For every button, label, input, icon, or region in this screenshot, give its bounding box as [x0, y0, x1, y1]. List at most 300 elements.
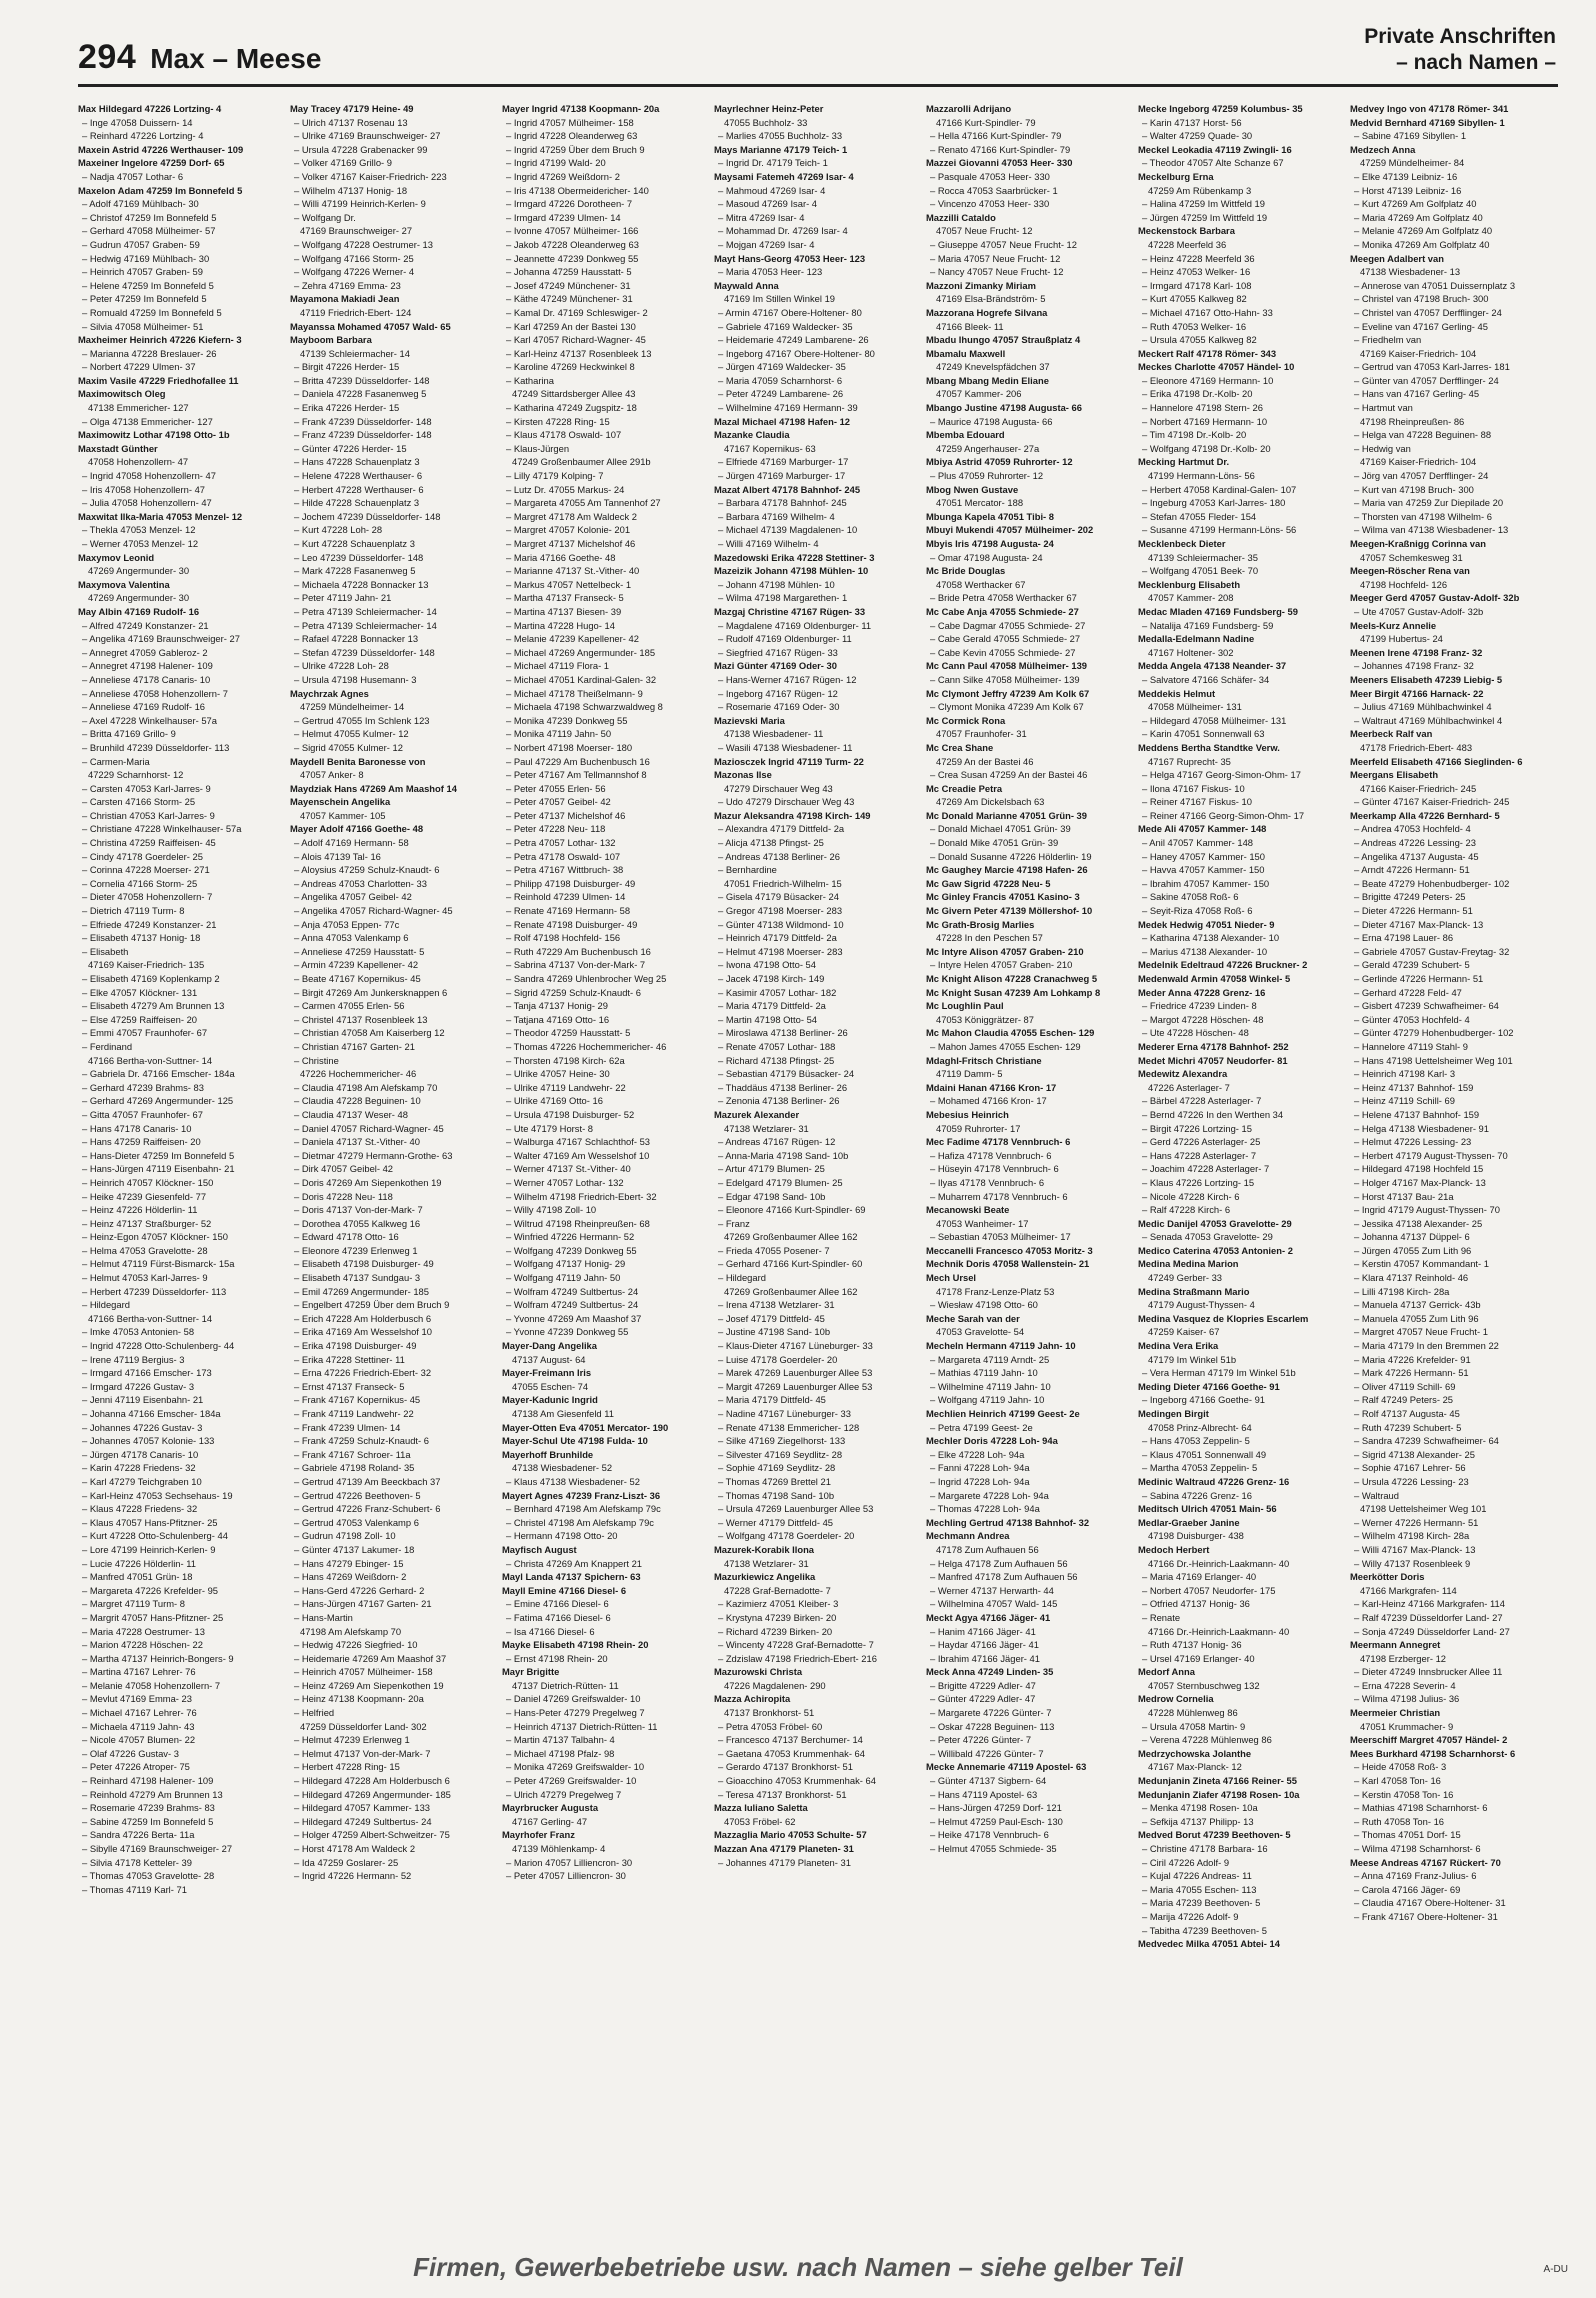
directory-entry: – Hildegard 47269 Angermunder- 185	[294, 1788, 451, 1800]
directory-entry: – Hafiza 47178 Vennbruch- 6	[930, 1149, 1052, 1161]
directory-entry: Maximowitz Lothar 47198 Otto- 1b	[78, 429, 230, 441]
directory-entry: – Ulrike 47228 Loh- 28	[294, 660, 389, 672]
directory-entry: – Johannes 47226 Gustav- 3	[82, 1421, 203, 1433]
directory-entry: – Heidemarie 47249 Lambarene- 26	[718, 334, 869, 346]
directory-entry: Maxelon Adam 47259 Im Bonnefeld 5	[78, 184, 243, 196]
directory-entry: – Peter 47226 Günter- 7	[930, 1734, 1032, 1746]
directory-entry: – Eleonore 47166 Kurt-Spindler- 69	[718, 1204, 866, 1216]
section-title-line2: – nach Namen –	[1396, 51, 1556, 74]
directory-entry: – Fatima 47166 Diesel- 6	[506, 1611, 611, 1623]
directory-entry: – Wiltrud 47198 Rheinpreußen- 68	[506, 1217, 650, 1229]
directory-entry: – Walter 47259 Quade- 30	[1142, 130, 1253, 142]
directory-entry: – Wincenty 47228 Graf-Bernadotte- 7	[718, 1639, 874, 1651]
directory-entry: – Donald Susanne 47226 Hölderlin- 19	[930, 850, 1092, 862]
directory-entry: – Thaddäus 47138 Berliner- 26	[718, 1081, 848, 1093]
directory-entry: Mc Gaw Sigrid 47228 Neu- 5	[926, 877, 1051, 889]
directory-entry: – Erika 47169 Am Wesselshof 10	[294, 1326, 432, 1338]
directory-entry: – Friedhelm van	[1354, 334, 1422, 346]
directory-entry: – Gaetana 47053 Krummenhak- 64	[718, 1747, 865, 1759]
directory-entry: – Helfried	[294, 1707, 335, 1719]
directory-entry: – Heinz 47053 Welker- 16	[1142, 266, 1251, 278]
directory-entry: – Heidemarie 47269 Am Maashof 37	[294, 1652, 447, 1664]
directory-entry: Maxymov Leonid	[78, 551, 155, 563]
directory-entry: Medzech Anna	[1350, 143, 1416, 155]
directory-entry: – Gerhard 47058 Mülheimer- 57	[82, 225, 216, 237]
directory-entry: – Ruth 47239 Schubert- 5	[1354, 1421, 1462, 1433]
directory-entry: Mayer-Kadunic Ingrid	[502, 1394, 598, 1406]
directory-entry: Maxeiner Ingelore 47259 Dorf- 65	[78, 157, 225, 169]
directory-entry: Mecanowski Beate	[926, 1204, 1010, 1216]
directory-entry: – Britta 47169 Grillo- 9	[82, 728, 176, 740]
directory-entry: – Crea Susan 47259 An der Bastei 46	[930, 769, 1088, 781]
directory-entry: 47057 Kammer- 206	[936, 388, 1022, 400]
directory-entry: – Julia 47058 Hohenzollern- 47	[82, 497, 212, 509]
directory-entry: Maychrzak Agnes	[290, 687, 369, 699]
directory-entry: – Gabriele 47169 Waldecker- 35	[718, 320, 853, 332]
directory-entry: – Frank 47167 Obere-Holtener- 31	[1354, 1910, 1498, 1922]
directory-entry: Medalla-Edelmann Nadine	[1138, 633, 1255, 645]
directory-entry: Meermann Annegret	[1350, 1639, 1441, 1651]
directory-entry: 47138 Wetzlarer- 31	[724, 1122, 809, 1134]
directory-entry: – Masoud 47269 Isar- 4	[718, 198, 818, 210]
directory-entry: – Melanie 47239 Kapellener- 42	[506, 633, 639, 645]
directory-entry: – Michaela 47228 Bonnacker 13	[294, 578, 429, 590]
directory-entry: – Daniel 47269 Greifswalder- 10	[506, 1693, 641, 1705]
directory-entry: – Werner 47137 St.-Vither- 40	[506, 1163, 631, 1175]
directory-entry: – Ingeborg 47167 Obere-Holtener- 80	[718, 347, 875, 359]
directory-entry: Meder Anna 47228 Grenz- 16	[1138, 986, 1266, 998]
directory-entry: – Anja 47053 Eppen- 77c	[294, 918, 400, 930]
directory-entry: – Margot 47228 Höschen- 48	[1142, 1013, 1264, 1025]
directory-entry: 47169 Elsa-Brändström- 5	[936, 293, 1046, 305]
directory-entry: – Gerhard 47166 Kurt-Spindler- 60	[718, 1258, 863, 1270]
directory-entry: 47259 Düsseldorfer Land- 302	[300, 1720, 427, 1732]
directory-entry: – Intyre Helen 47057 Graben- 210	[930, 959, 1073, 971]
directory-entry: – Margret 47178 Am Waldeck 2	[506, 510, 637, 522]
directory-entry: 47058 Hohenzollern- 47	[88, 456, 189, 468]
directory-entry: – Marianna 47228 Breslauer- 26	[82, 347, 217, 359]
directory-entry: – Käthe 47249 Münchener- 31	[506, 293, 633, 305]
directory-entry: – Lutz Dr. 47055 Markus- 24	[506, 483, 625, 495]
directory-entry: – Heinz 47226 Hölderlin- 11	[82, 1204, 198, 1216]
directory-entry: – Annegret 47059 Gableroz- 2	[82, 646, 208, 658]
directory-entry: Mbango Justine 47198 Augusta- 66	[926, 402, 1082, 414]
directory-entry: – Aloysius 47259 Schulz-Knaudt- 6	[294, 864, 440, 876]
directory-entry: Maximowitsch Oleg	[78, 388, 166, 400]
directory-entry: – Margarete 47226 Günter- 7	[930, 1707, 1052, 1719]
directory-entry: – Sandra 47269 Uhlenbrocher Weg 25	[506, 973, 667, 984]
directory-entry: – Hans 47178 Canaris- 10	[82, 1122, 192, 1134]
directory-entry: Medina Vasquez de Klopries Escarlem	[1138, 1312, 1309, 1324]
directory-entry: Meck Anna 47249 Linden- 35	[926, 1666, 1054, 1678]
directory-entry: – Frank 47259 Schulz-Knaudt- 6	[294, 1435, 429, 1447]
directory-entry: Medunjanin Zineta 47166 Reiner- 55	[1138, 1775, 1297, 1787]
directory-entry: – Carmen 47055 Erlen- 56	[294, 1000, 405, 1012]
directory-entry: – Ruth 47229 Am Buchenbusch 16	[506, 945, 651, 957]
directory-entry: 47279 Dirschauer Weg 43	[724, 782, 833, 794]
directory-entry: – Thorsten van 47198 Wilhelm- 6	[1354, 510, 1492, 522]
directory-entry: – Melanie 47058 Hohenzollern- 7	[82, 1679, 221, 1691]
directory-entry: Mayer-Freimann Iris	[502, 1367, 592, 1379]
directory-entry: – Helene 47137 Bahnhof- 159	[1354, 1108, 1480, 1120]
directory-entry: – Erika 47198 Duisburger- 49	[294, 1340, 417, 1352]
directory-entry: – Cann Silke 47058 Mülheimer- 139	[930, 673, 1080, 685]
directory-entry: – Krystyna 47239 Birken- 20	[718, 1611, 837, 1623]
directory-entry: – Ruth 47137 Honig- 36	[1142, 1639, 1242, 1651]
directory-entry: Meckenstock Barbara	[1138, 225, 1235, 237]
directory-entry: Max Hildegard 47226 Lortzing- 4	[78, 103, 222, 114]
directory-entry: – Erika 47198 Dr.-Kolb- 20	[1142, 388, 1253, 400]
directory-entry: – Heinrich 47179 Dittfeld- 2a	[718, 932, 837, 944]
directory-entry: – Doris 47228 Neu- 118	[294, 1190, 393, 1202]
directory-entry: – Siegfried 47167 Rügen- 33	[718, 646, 838, 658]
directory-entry: 47058 Prinz-Albrecht- 64	[1148, 1421, 1252, 1433]
directory-entry: – Johanna 47259 Hausstatt- 5	[506, 266, 632, 278]
directory-entry: – Martha 47137 Heinrich-Bongers- 9	[82, 1652, 234, 1664]
directory-entry: – Peter 47137 Michelshof 46	[506, 809, 626, 821]
directory-entry: 47051 Friedrich-Wilhelm- 15	[724, 877, 842, 889]
directory-entry: Mazal Michael 47198 Hafen- 12	[714, 415, 851, 427]
directory-entry: – Sibylle 47169 Braunschweiger- 27	[82, 1843, 233, 1854]
directory-entry: – Elfriede 47169 Marburger- 17	[718, 456, 849, 468]
directory-entry: 47259 Mündelheimer- 14	[300, 701, 405, 713]
directory-entry: – Irena 47138 Wetzlarer- 31	[718, 1299, 835, 1311]
directory-entry: – Hans 47053 Zeppelin- 5	[1142, 1435, 1250, 1447]
directory-entry: – Klaus 47226 Lortzing- 15	[1142, 1176, 1255, 1188]
directory-entry: – Teresa 47137 Bronkhorst- 51	[718, 1788, 847, 1800]
directory-entry: Meergans Elisabeth	[1350, 769, 1439, 781]
directory-entry: 47053 Fröbel- 62	[724, 1815, 796, 1827]
directory-entry: – Günter 47053 Hochfeld- 4	[1354, 1013, 1470, 1025]
directory-entry: – Christel van 47057 Derfflinger- 24	[1354, 306, 1502, 318]
directory-entry: – Luise 47178 Goerdeler- 20	[718, 1353, 838, 1365]
directory-entry: 47138 Am Giesenfeld 11	[512, 1408, 614, 1419]
directory-entry: – Helmut 47055 Schmiede- 35	[930, 1843, 1057, 1854]
directory-entry: Meckes Charlotte 47057 Händel- 10	[1138, 361, 1295, 373]
directory-entry: Mazza Iuliano Saletta	[714, 1802, 808, 1814]
directory-entry: – Klaus 47138 Wiesbadener- 52	[506, 1475, 640, 1487]
page-code: A-DU	[1543, 2264, 1568, 2275]
directory-entry: 47226 Asterlager- 7	[1148, 1081, 1230, 1093]
directory-entry: – Elisabeth 47169 Koplenkamp 2	[82, 973, 220, 984]
directory-entry: – Frieda 47055 Posener- 7	[718, 1244, 830, 1256]
directory-entry: 47058 Werthacker 67	[936, 578, 1026, 590]
directory-entry: – Ursula 47226 Lessing- 23	[1354, 1475, 1469, 1487]
directory-entry: 47167 Holtener- 302	[1148, 646, 1234, 658]
directory-entry: Mede Ali 47057 Kammer- 148	[1138, 823, 1267, 835]
directory-entry: – Helene 47259 Im Bonnefeld 5	[82, 279, 214, 291]
directory-entry: – Christel 47137 Rosenbleek 13	[294, 1013, 428, 1025]
directory-entry: – Armin 47239 Kapellener- 42	[294, 959, 419, 971]
directory-entry: – Karl 47259 An der Bastei 130	[506, 320, 636, 332]
directory-entry: – Elke 47228 Loh- 94a	[930, 1448, 1025, 1460]
directory-entry: – Erich 47228 Am Holderbusch 6	[294, 1312, 432, 1324]
directory-entry: 47249 Knevelspfädchen 37	[936, 361, 1050, 373]
directory-entry: 47179 Im Winkel 51b	[1148, 1353, 1237, 1365]
directory-column	[1138, 102, 1346, 2242]
directory-entry: – Franz	[718, 1217, 750, 1229]
directory-entry: Meccanelli Francesco 47053 Moritz- 3	[926, 1244, 1093, 1256]
directory-entry: – Edward 47178 Otto- 16	[294, 1231, 399, 1243]
directory-entry: 47138 Emmericher- 127	[88, 402, 189, 414]
directory-entry: – Anneliese 47178 Canaris- 10	[82, 673, 211, 685]
directory-entry: Mecheln Hermann 47119 Jahn- 10	[926, 1340, 1076, 1352]
directory-entry: Mayrhofer Franz	[502, 1829, 575, 1841]
directory-entry: 47119 Damm- 5	[936, 1068, 1003, 1080]
directory-entry: 47228 Graf-Bernadotte- 7	[724, 1584, 831, 1596]
directory-entry: – Thomas 47228 Loh- 94a	[930, 1503, 1040, 1515]
directory-entry: – Kujal 47226 Andreas- 11	[1142, 1870, 1252, 1882]
directory-column	[502, 102, 710, 2242]
directory-entry: Mayenschein Angelika	[290, 796, 391, 808]
directory-entry: – Heinz 47119 Schill- 69	[1354, 1095, 1455, 1107]
directory-entry: – Brigitte 47229 Adler- 47	[930, 1679, 1036, 1691]
directory-entry: – Helene 47228 Werthauser- 6	[294, 470, 423, 482]
directory-entry: Maxwitat Ilka-Maria 47053 Menzel- 12	[78, 510, 243, 522]
directory-entry: – Karl-Heinz 47137 Rosenbleek 13	[506, 347, 652, 359]
directory-entry: – Dietmar 47279 Hermann-Grothe- 63	[294, 1149, 453, 1161]
directory-entry: – Arndt 47226 Hermann- 51	[1354, 864, 1470, 876]
directory-entry: – Gisela 47179 Büsacker- 24	[718, 891, 839, 903]
directory-entry: – Klaus-Jürgen	[506, 442, 570, 454]
directory-entry: – Thomas 47269 Brettel 21	[718, 1475, 831, 1487]
directory-entry: – Petra 47139 Schleiermacher- 14	[294, 605, 437, 617]
directory-entry: Mayfisch August	[502, 1543, 577, 1555]
directory-entry: – Christine 47178 Barbara- 16	[1142, 1843, 1268, 1854]
directory-entry: Mec Fadime 47178 Vennbruch- 6	[926, 1136, 1071, 1148]
directory-entry: – Salvatore 47166 Schäfer- 34	[1142, 673, 1270, 685]
directory-entry: – Sabine 47259 Im Bonnefeld 5	[82, 1815, 214, 1827]
directory-entry: – Michael 47139 Magdalenen- 10	[718, 524, 858, 536]
directory-entry: 47259 An der Bastei 46	[936, 755, 1034, 767]
directory-entry: – Erna 47228 Severin- 4	[1354, 1679, 1456, 1691]
directory-entry: – Sigrid 47055 Kulmer- 12	[294, 741, 403, 753]
directory-entry: 47169 Kaiser-Friedrich- 104	[1360, 347, 1477, 359]
directory-entry: 47167 Gerling- 47	[512, 1815, 588, 1827]
directory-entry: – Zenonia 47138 Berliner- 26	[718, 1095, 840, 1107]
directory-entry: Meckelburg Erna	[1138, 170, 1214, 182]
directory-entry: – Clymont Monika 47239 Am Kolk 67	[930, 701, 1084, 713]
directory-entry: – Rocca 47053 Saarbrücker- 1	[930, 184, 1058, 196]
directory-entry: – Hermann 47198 Otto- 20	[506, 1530, 618, 1542]
directory-column	[714, 102, 922, 2242]
directory-entry: – Gerd 47226 Asterlager- 25	[1142, 1136, 1261, 1148]
directory-column	[926, 102, 1134, 2242]
directory-entry: – Inge 47058 Duissern- 14	[82, 116, 193, 128]
directory-entry: Medvedec Milka 47051 Abtei- 14	[1138, 1938, 1280, 1950]
directory-entry: – Muharrem 47178 Vennbruch- 6	[930, 1190, 1068, 1202]
directory-entry: – Gudrun 47057 Graben- 59	[82, 238, 200, 250]
directory-entry: Mebesius Heinrich	[926, 1108, 1009, 1120]
directory-entry: Maysami Fatemeh 47269 Isar- 4	[714, 170, 854, 182]
directory-entry: 47053 Wanheimer- 17	[936, 1217, 1029, 1229]
directory-entry: – Birgit 47226 Herder- 15	[294, 361, 400, 373]
directory-entry: – Wolfgang 47228 Oestrumer- 13	[294, 238, 433, 250]
directory-entry: – Hans 47228 Asterlager- 7	[1142, 1149, 1257, 1161]
directory-entry: – Hedwig 47226 Siegfried- 10	[294, 1639, 418, 1651]
directory-entry: 47167 Max-Planck- 12	[1148, 1761, 1242, 1773]
directory-entry: 47198 Hochfeld- 126	[1360, 578, 1448, 590]
directory-entry: – Werner 47226 Hermann- 51	[1354, 1516, 1479, 1528]
directory-entry: – Edgar 47198 Sand- 10b	[718, 1190, 826, 1202]
directory-entry: – Maria 47179 Dittfeld- 2a	[718, 1000, 826, 1012]
directory-entry: – Reinhard 47226 Lortzing- 4	[82, 130, 204, 142]
directory-entry: – Bernhardine	[718, 864, 777, 876]
directory-entry: – Franz 47239 Düsseldorfer- 148	[294, 429, 432, 441]
directory-entry: Mc Cormick Rona	[926, 714, 1006, 726]
directory-entry: 47166 Bertha-von-Suttner- 14	[88, 1054, 213, 1066]
directory-entry: Mbadu Ihungo 47057 Straußplatz 4	[926, 334, 1081, 346]
directory-entry: – Wilhelmine 47169 Hermann- 39	[718, 402, 858, 414]
directory-entry: – Willy 47137 Rosenbleek 9	[1354, 1557, 1471, 1569]
directory-entry: – Marija 47226 Adolf- 9	[1142, 1910, 1239, 1922]
directory-entry: – Lore 47199 Heinrich-Kerlen- 9	[82, 1543, 216, 1555]
directory-entry: – Michael 47178 Theißelmann- 9	[506, 687, 643, 699]
directory-entry: – Anil 47057 Kammer- 148	[1142, 837, 1254, 849]
directory-entry: – Elisabeth 47137 Sundgau- 3	[294, 1272, 421, 1284]
directory-entry: – Joachim 47228 Asterlager- 7	[1142, 1163, 1270, 1175]
directory-entry: 47057 Neue Frucht- 12	[936, 225, 1033, 237]
directory-entry: May Tracey 47179 Heine- 49	[290, 103, 414, 114]
directory-entry: – Horst 47137 Bau- 21a	[1354, 1190, 1454, 1202]
directory-entry: – Sigrid 47259 Schulz-Knaudt- 6	[506, 986, 641, 998]
directory-entry: 47166 Dr.-Heinrich-Laakmann- 40	[1148, 1625, 1290, 1637]
directory-entry: Mayer Adolf 47166 Goethe- 48	[290, 823, 424, 835]
directory-entry: – Ingrid 47228 Loh- 94a	[930, 1475, 1030, 1487]
directory-entry: – Kirsten 47228 Ring- 15	[506, 415, 610, 427]
directory-entry: – Silvia 47058 Mülheimer- 51	[82, 320, 204, 332]
directory-entry: – Martin 47137 Talbahn- 4	[506, 1734, 615, 1746]
directory-entry: – Hildegard 47249 Sultbertus- 24	[294, 1815, 432, 1827]
directory-entry: Mc Cabe Anja 47055 Schmiede- 27	[926, 605, 1079, 617]
directory-entry: Mazzilli Cataldo	[926, 211, 996, 223]
directory-entry: – Karl 47057 Richard-Wagner- 45	[506, 334, 646, 346]
directory-entry: – Karl 47279 Teichgraben 10	[82, 1475, 202, 1487]
directory-entry: – Kurt 47055 Kalkweg 82	[1142, 293, 1247, 305]
directory-entry: – Christel van 47198 Bruch- 300	[1354, 293, 1489, 305]
directory-entry: Meegen-Röscher Rena van	[1350, 565, 1470, 577]
directory-entry: – Helga van 47228 Beguinen- 88	[1354, 429, 1492, 441]
directory-entry: – Heinrich 47137 Dietrich-Rütten- 11	[506, 1720, 658, 1732]
directory-entry: 47198 Erzberger- 12	[1360, 1652, 1446, 1664]
directory-entry: – Wasili 47138 Wiesbadener- 11	[718, 741, 853, 753]
directory-entry: – Nancy 47057 Neue Frucht- 12	[930, 266, 1064, 278]
directory-entry: – Ida 47259 Goslarer- 25	[294, 1856, 399, 1868]
directory-entry: – Rolf 47137 Augusta- 45	[1354, 1408, 1460, 1419]
directory-entry: – Hildegard	[718, 1272, 766, 1284]
directory-entry: Medina Vera Erika	[1138, 1340, 1219, 1352]
directory-entry: – Kurt 47228 Loh- 28	[294, 524, 383, 536]
directory-entry: – Maria 47166 Goethe- 48	[506, 551, 616, 563]
directory-entry: – Andreas 47167 Rügen- 12	[718, 1136, 836, 1148]
directory-entry: – Martha 47137 Franseck- 5	[506, 592, 624, 604]
directory-entry: – Heide 47058 Roß- 3	[1354, 1761, 1447, 1773]
directory-entry: Medlar-Graeber Janine	[1138, 1516, 1240, 1528]
directory-entry: Medunjanin Ziafer 47198 Rosen- 10a	[1138, 1788, 1300, 1800]
directory-entry: 47166 Dr.-Heinrich-Laakmann- 40	[1148, 1557, 1290, 1569]
directory-entry: – Havva 47057 Kammer- 150	[1142, 864, 1265, 876]
directory-entry: 47179 August-Thyssen- 4	[1148, 1299, 1255, 1311]
directory-entry: Mecking Hartmut Dr.	[1138, 456, 1230, 468]
directory-entry: Mazanke Claudia	[714, 429, 790, 441]
directory-entry: – Yvonne 47269 Am Maashof 37	[506, 1312, 642, 1324]
directory-entry: Mechmann Andrea	[926, 1530, 1010, 1542]
directory-entry: – Klara 47137 Reinhold- 46	[1354, 1272, 1469, 1284]
directory-entry: – Angelika 47137 Augusta- 45	[1354, 850, 1479, 862]
directory-entry: – Hildegard 47057 Kammer- 133	[294, 1802, 431, 1814]
directory-entry: – Peter 47249 Lambarene- 26	[718, 388, 844, 400]
directory-entry: – Ursula 47228 Grabenacker 99	[294, 143, 428, 155]
directory-entry: – Dieter 47226 Hermann- 51	[1354, 905, 1473, 917]
directory-entry: – Vera Herman 47179 Im Winkel 51b	[1142, 1367, 1296, 1379]
directory-entry: 47057 Sternbuschweg 132	[1148, 1679, 1260, 1691]
directory-entry: – Christina 47259 Raiffeisen- 45	[82, 837, 216, 849]
directory-entry: 47053 Gravelotte- 54	[936, 1326, 1025, 1338]
directory-entry: – Margareta 47055 Am Tannenhof 27	[506, 497, 661, 509]
directory-entry: – Carmen-Maria	[82, 755, 150, 767]
directory-entry: – Manuela 47055 Zum Lith 96	[1354, 1312, 1479, 1324]
directory-entry: Mc Creadie Petra	[926, 782, 1003, 794]
directory-entry: – Christel 47198 Am Alefskamp 79c	[506, 1516, 654, 1528]
directory-entry: – Irmgard 47239 Ulmen- 14	[506, 211, 621, 223]
directory-entry: – Helmut 47226 Lessing- 23	[1354, 1136, 1472, 1148]
directory-entry: – Ulrike 47169 Braunschweiger- 27	[294, 130, 441, 142]
directory-column	[290, 102, 498, 2242]
directory-entry: – Frank 47167 Schroer- 11a	[294, 1448, 411, 1460]
directory-entry: – Beate 47279 Hohenbudberger- 102	[1354, 877, 1510, 889]
directory-entry: Meeners Elisabeth 47239 Liebig- 5	[1350, 673, 1503, 685]
directory-entry: 47167 Kopernikus- 63	[724, 442, 816, 454]
directory-entry: – Hildegard 47228 Am Holderbusch 6	[294, 1775, 450, 1787]
directory-entry: – Carola 47166 Jäger- 69	[1354, 1883, 1461, 1895]
directory-entry: – Heinz 47137 Bahnhof- 159	[1354, 1081, 1474, 1093]
directory-entry: – Frank 47239 Düsseldorfer- 148	[294, 415, 432, 427]
directory-entry: – Ursula 47058 Martin- 9	[1142, 1720, 1246, 1732]
directory-entry: – Rosemarie 47239 Brahms- 83	[82, 1802, 215, 1814]
directory-entry: – Natalija 47169 Fundsberg- 59	[1142, 619, 1274, 631]
directory-entry: – Hannelore 47119 Stahl- 9	[1354, 1040, 1468, 1052]
directory-entry: – Hans-Peter 47279 Pregelweg 7	[506, 1707, 645, 1719]
directory-entry: – Mahmoud 47269 Isar- 4	[718, 184, 826, 196]
directory-entry: Mbog Nwen Gustave	[926, 483, 1019, 495]
directory-entry: Mazat Albert 47178 Bahnhof- 245	[714, 483, 861, 495]
directory-entry: Mazedowski Erika 47228 Stettiner- 3	[714, 551, 875, 563]
directory-entry: Mecke Annemarie 47119 Apostel- 63	[926, 1761, 1087, 1773]
directory-entry: 47053 Königgrätzer- 87	[936, 1013, 1034, 1025]
directory-entry: Meerkamp Alla 47226 Bernhard- 5	[1350, 809, 1500, 821]
directory-entry: – Heinrich 47057 Klöckner- 150	[82, 1176, 214, 1188]
directory-entry: – Maria 47228 Oestrumer- 13	[82, 1625, 205, 1637]
directory-entry: – Ursula 47055 Kalkweg 82	[1142, 334, 1257, 346]
directory-entry: – Karin 47051 Sonnenwall 63	[1142, 728, 1265, 740]
directory-entry: – Anneliese 47259 Hausstatt- 5	[294, 945, 425, 957]
directory-entry: – Tatjana 47169 Otto- 16	[506, 1013, 610, 1025]
directory-entry: – Lucie 47226 Hölderlin- 11	[82, 1557, 196, 1569]
directory-entry: – Peter 47259 Im Bonnefeld 5	[82, 293, 207, 305]
directory-entry: – Willibald 47226 Günter- 7	[930, 1747, 1044, 1759]
directory-entry: Meerschiff Margret 47057 Händel- 2	[1350, 1734, 1508, 1746]
directory-entry: 47057 Fraunhofer- 31	[936, 728, 1027, 740]
directory-entry: – Katharina 47138 Alexander- 10	[1142, 932, 1280, 944]
directory-entry: – Michael 47269 Angermunder- 185	[506, 646, 656, 658]
directory-entry: – Marius 47138 Alexander- 10	[1142, 945, 1268, 957]
directory-entry: – Wolfgang 47226 Werner- 4	[294, 266, 415, 278]
section-title-line1: Private Anschriften	[1364, 25, 1556, 48]
directory-entry: 47051 Krummacher- 9	[1360, 1720, 1454, 1732]
directory-entry: Mayke Elisabeth 47198 Rhein- 20	[502, 1639, 649, 1651]
directory-entry: Mayr Brigitte	[502, 1666, 560, 1678]
directory-entry: – Andrea 47053 Hochfeld- 4	[1354, 823, 1471, 835]
